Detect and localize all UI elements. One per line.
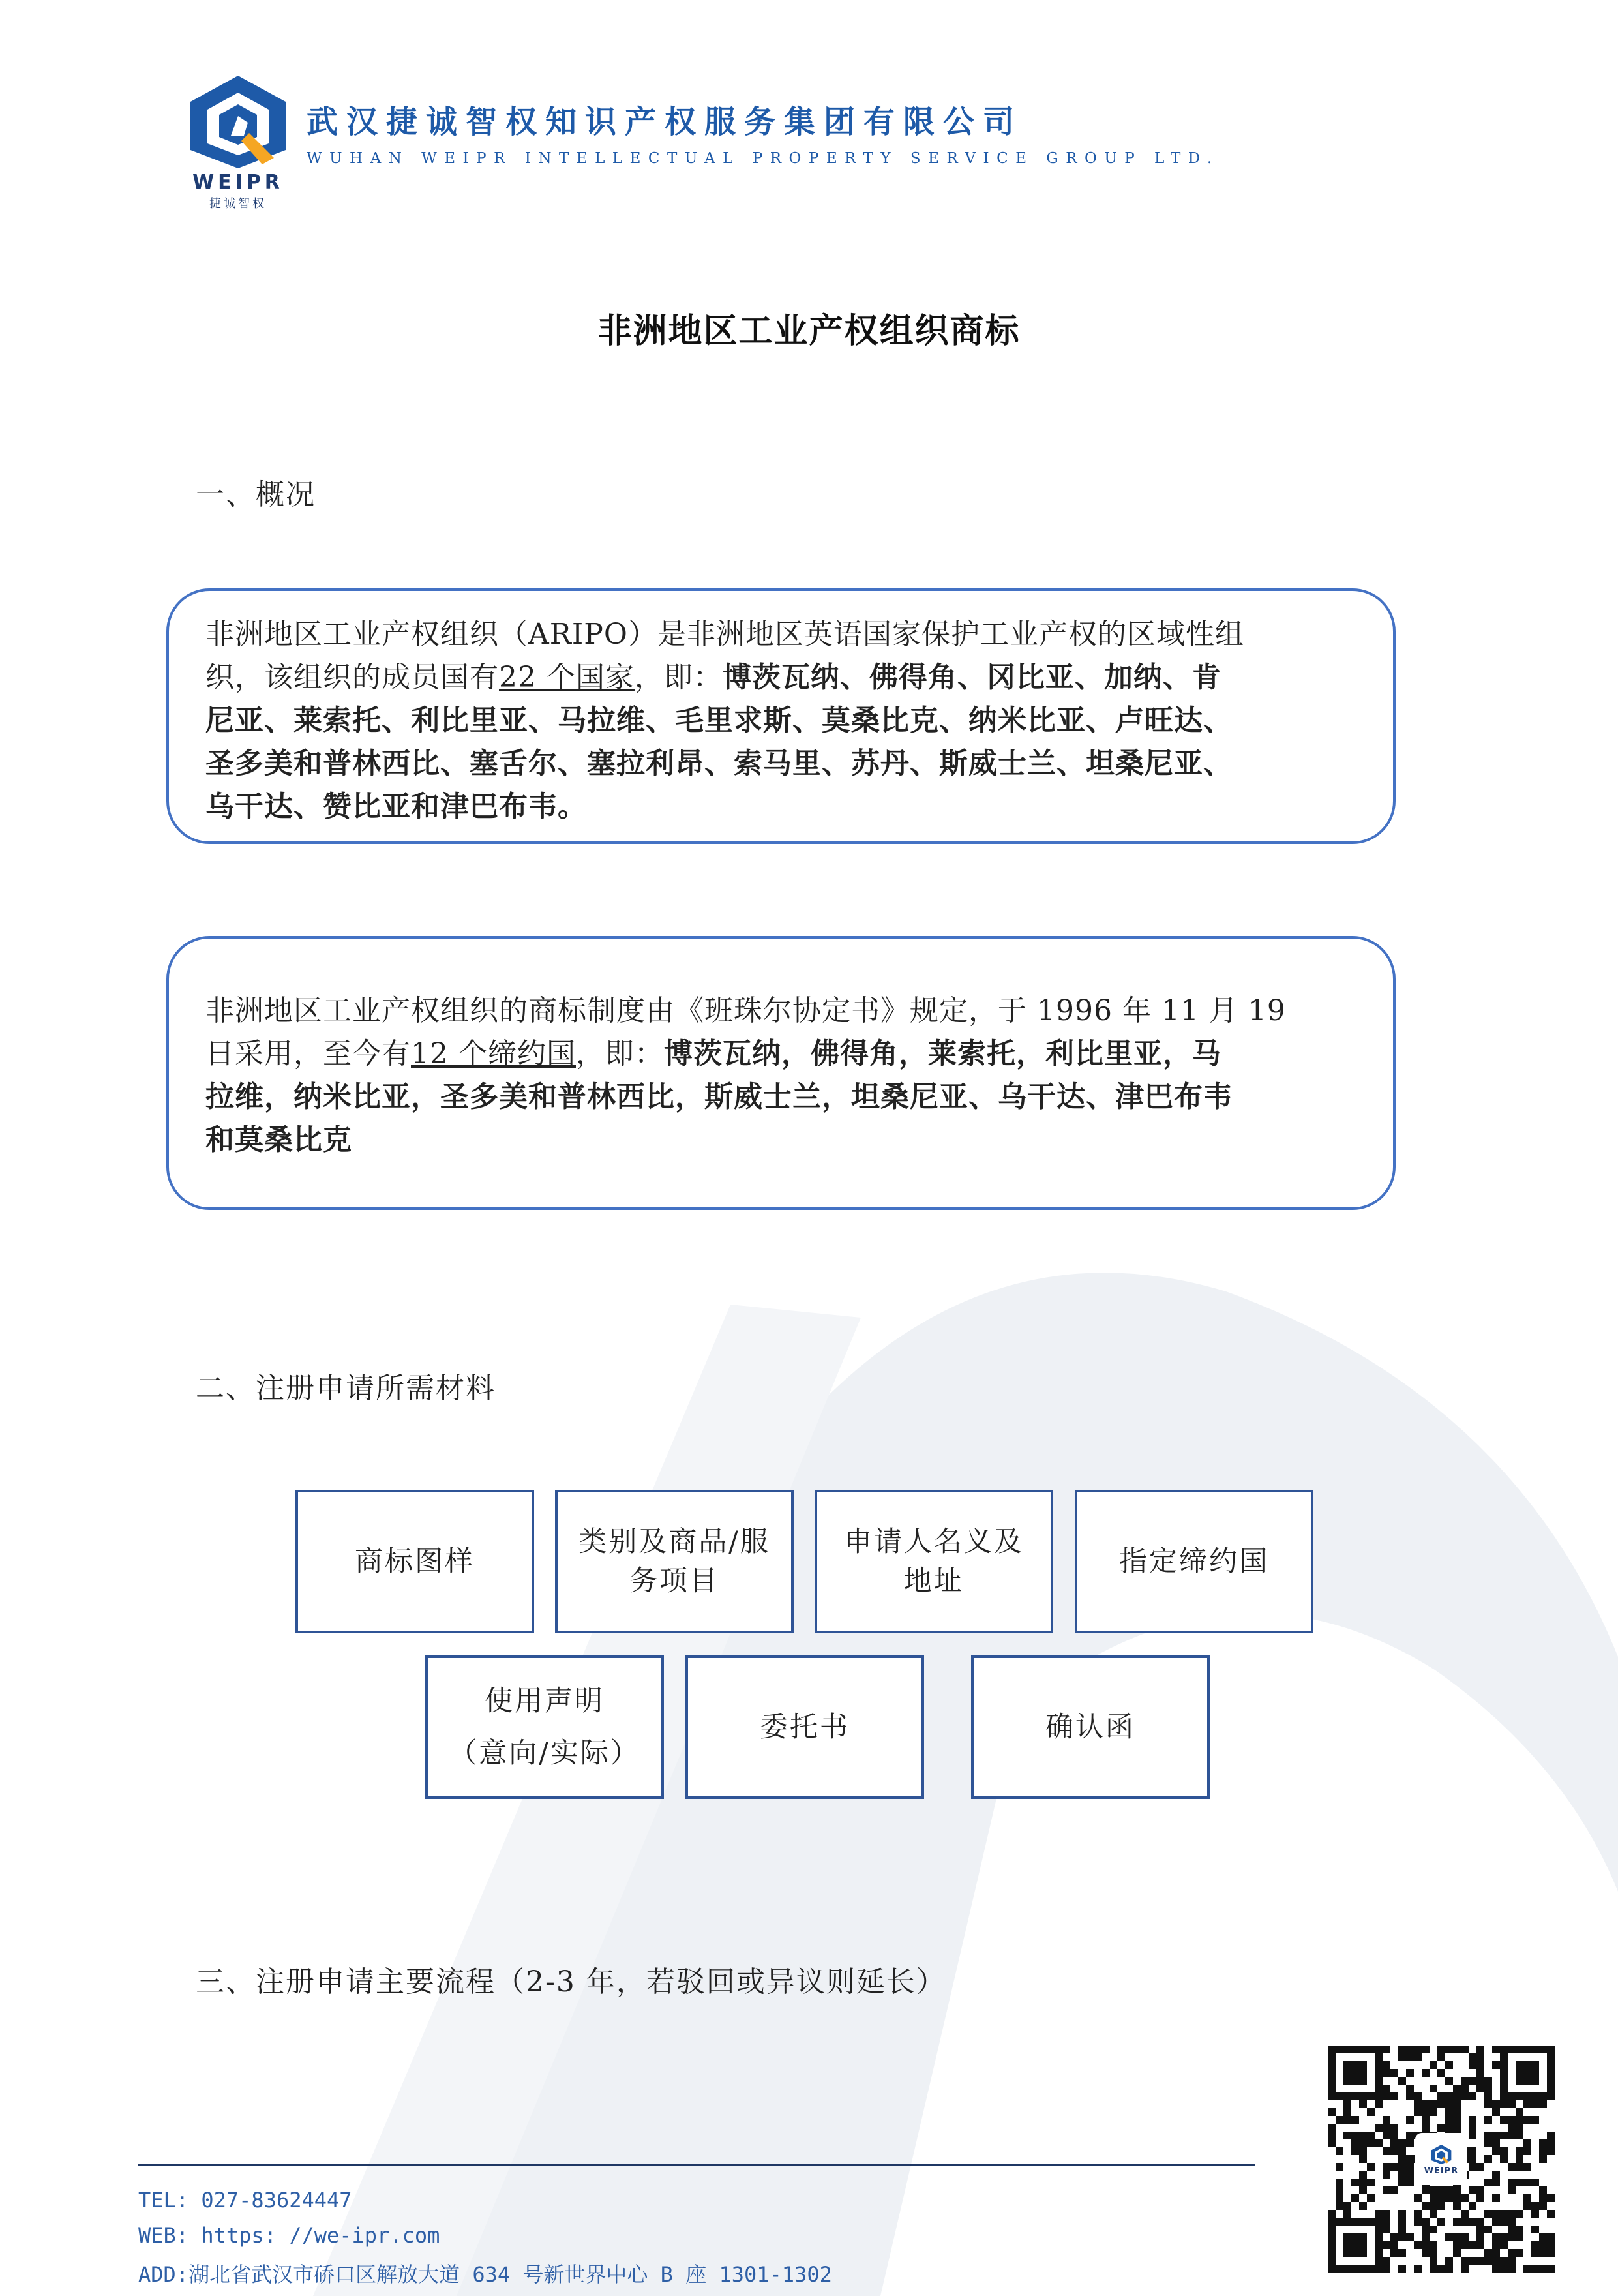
material-use-declaration	[425, 1655, 664, 1799]
qr-center-logo	[1415, 2133, 1467, 2185]
member-count: 22 个国家	[499, 661, 635, 694]
company-name-en: WUHAN WEIPR INTELLECTUAL PROPERTY SERVICE GROUP LTD.	[307, 150, 1220, 167]
material-applicant-name-address	[815, 1490, 1053, 1633]
material-label: 类别及商品/服	[578, 1526, 770, 1558]
material-label: 委托书	[760, 1711, 850, 1744]
box2-line-1: 非洲地区工业产权组织的商标制度由《班珠尔协定书》规定，于 1996 年 11 月 19	[205, 994, 1286, 1027]
footer-web[interactable]: WEB: https: //we-ipr.com	[138, 2223, 440, 2248]
page-title: 非洲地区工业产权组织商标	[597, 312, 1021, 351]
material-power-of-attorney	[685, 1655, 924, 1799]
material-label: 商标图样	[355, 1545, 475, 1578]
box1-line-3: 尼亚、莱索托、利比里亚、马拉维、毛里求斯、莫桑比克、纳米比亚、卢旺达、	[205, 704, 1233, 737]
footer-tel: TEL: 027-83624447	[138, 2188, 352, 2213]
material-class-goods	[555, 1490, 794, 1633]
material-label: 务项目	[629, 1565, 719, 1597]
material-label: 地址	[904, 1565, 964, 1597]
box1-line-4: 圣多美和普林西比、塞舌尔、塞拉利昂、索马里、苏丹、斯威士兰、坦桑尼亚、	[205, 747, 1233, 780]
box1-line-1: 非洲地区工业产权组织（ARIPO）是非洲地区英语国家保护工业产权的区域性组	[205, 618, 1244, 651]
material-designated-countries	[1075, 1490, 1313, 1633]
footer-address: ADD:湖北省武汉市硚口区解放大道 634 号新世界中心 B 座 1301-1302	[138, 2262, 832, 2287]
logo-text: WEIPR	[192, 171, 284, 194]
box2-line-3: 拉维，纳米比亚，圣多美和普林西比，斯威士兰，坦桑尼亚、乌干达、津巴布韦	[205, 1080, 1233, 1113]
box2-line-2a: 日采用，至今有	[205, 1037, 411, 1070]
logo-subtext: 捷诚智权	[209, 197, 267, 211]
box1-line-2c: 博茨瓦纳、佛得角、冈比亚、加纳、肯	[722, 661, 1221, 694]
box2-line-2c: 博茨瓦纳，佛得角，莱索托，利比里亚，马	[663, 1037, 1221, 1070]
section-heading-process: 三、注册申请主要流程（2-3 年，若驳回或异议则延长）	[196, 1965, 946, 1999]
contracting-count: 12 个缔约国	[411, 1037, 576, 1070]
company-logo	[176, 73, 300, 211]
section-heading-overview: 一、概况	[196, 478, 316, 511]
material-label: 确认函	[1045, 1711, 1135, 1744]
box1-line-5: 乌干达、赞比亚和津巴布韦。	[205, 790, 587, 823]
logo-mark-icon	[176, 73, 300, 171]
box1-line-2a: 织，该组织的成员国有	[205, 661, 499, 694]
qr-code[interactable]	[1324, 2042, 1559, 2276]
material-label: 使用声明	[485, 1685, 605, 1717]
overview-box-2	[166, 936, 1396, 1210]
material-trademark-sample	[295, 1490, 534, 1633]
section-heading-materials: 二、注册申请所需材料	[196, 1372, 496, 1405]
box2-line-4: 和莫桑比克	[205, 1123, 352, 1156]
qr-logo-mark-icon	[1428, 2143, 1454, 2166]
material-confirmation-letter	[971, 1655, 1210, 1799]
box1-line-2b: ，即：	[634, 661, 723, 694]
box2-line-2b: ，即：	[575, 1037, 664, 1070]
company-name-cn: 武汉捷诚智权知识产权服务集团有限公司	[307, 104, 1023, 140]
qr-logo-text: WEIPR	[1424, 2166, 1459, 2176]
overview-box-1	[166, 588, 1396, 844]
material-label: 指定缔约国	[1119, 1545, 1269, 1578]
material-label: （意向/实际）	[449, 1737, 640, 1770]
material-label: 申请人名义及	[844, 1526, 1024, 1558]
footer-divider	[138, 2164, 1255, 2166]
box2-line-2	[205, 1033, 1221, 1076]
box1-line-2	[205, 656, 1221, 699]
